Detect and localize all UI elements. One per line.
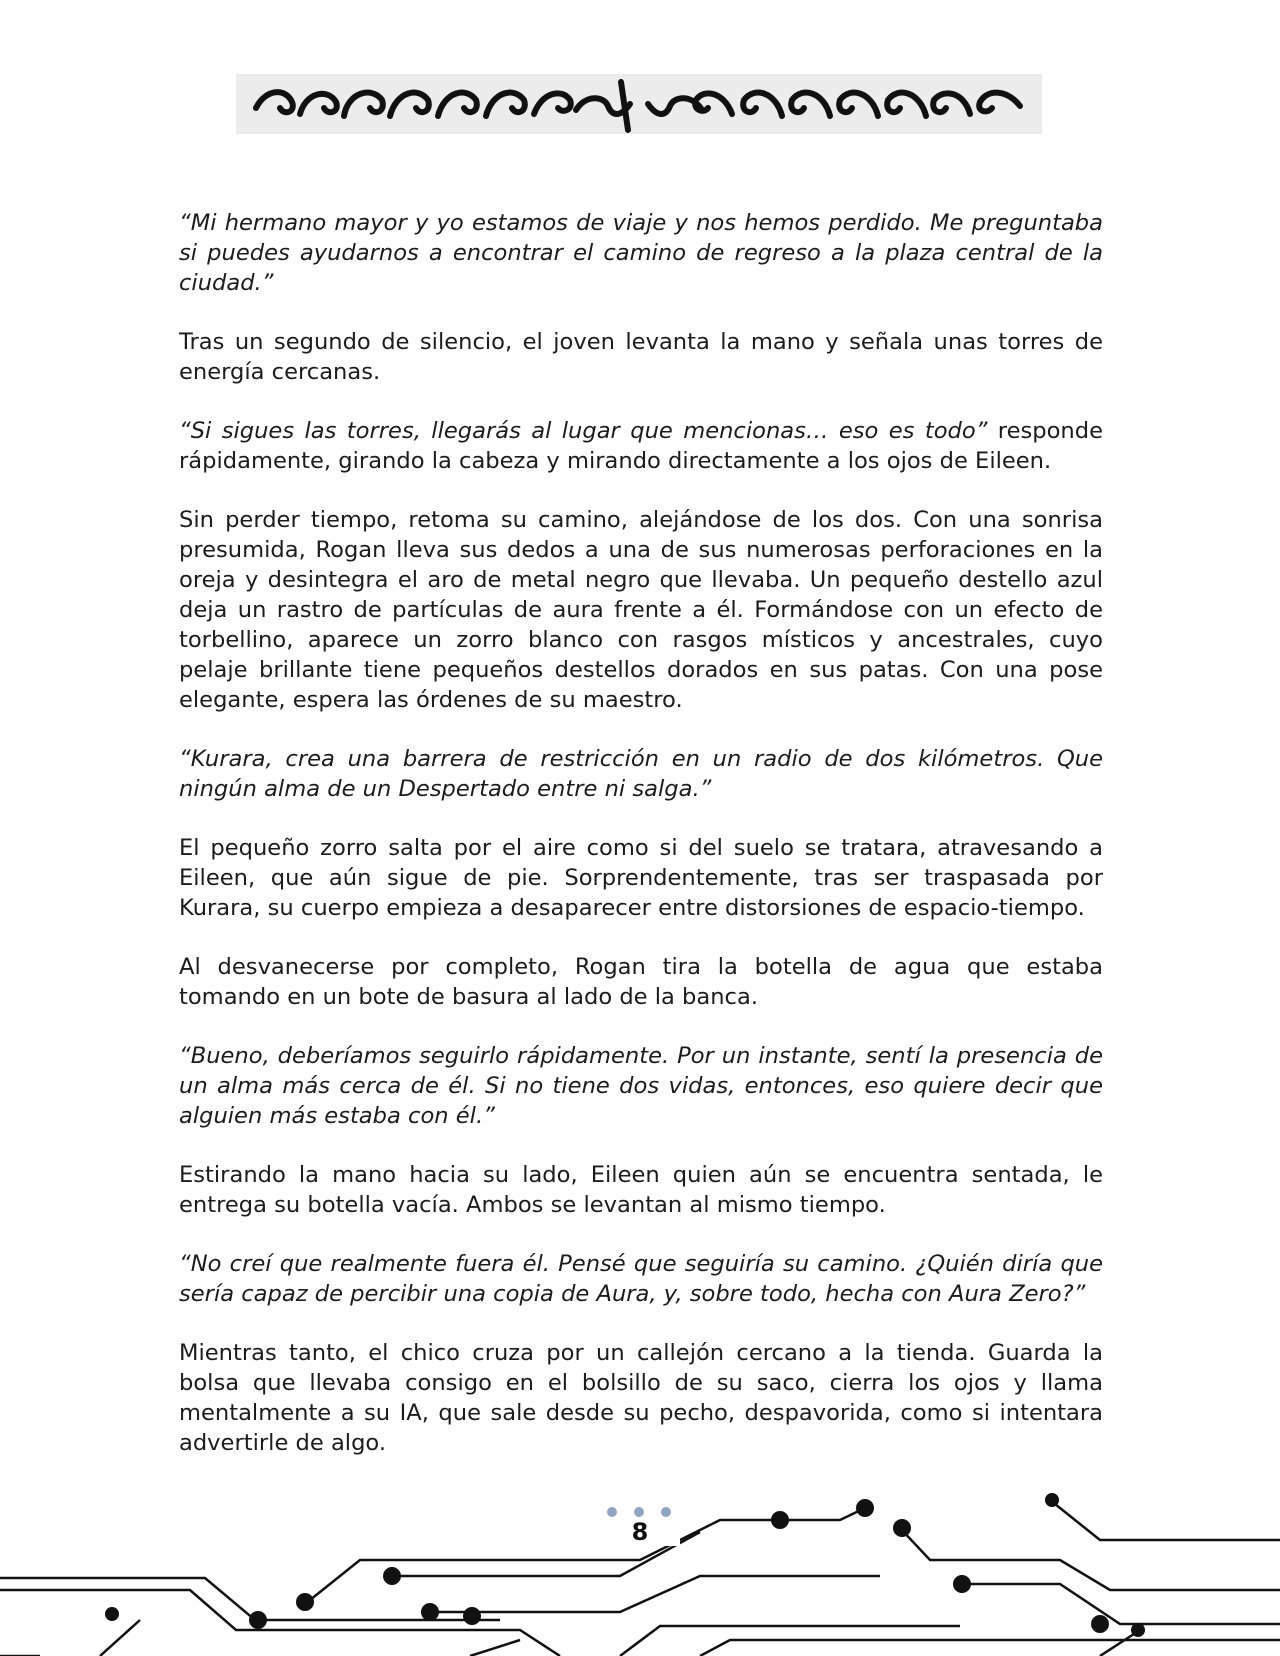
- dot: [661, 1507, 671, 1517]
- dot: [634, 1507, 644, 1517]
- paragraph: “Kurara, crea una barrera de restricción en un radio de dos kilómetros. Que ningún alma de un Despertado entre ni salga.”: [179, 746, 1103, 802]
- dot: [607, 1507, 617, 1517]
- paragraph: [179, 416, 1103, 476]
- paragraph: Mientras tanto, el chico cruza por un callejón cercano a la tienda. Guarda la bolsa que llevaba consigo en el bolsillo de su saco, cierra los ojos y llama mentalmente a su IA, que sale desde su pecho, despavorida, como si intentara advertirle de algo.: [179, 1340, 1103, 1456]
- narration-text: responde rápidamente, girando la cabeza y mirando directamente a los ojos de Eileen.: [179, 418, 1103, 474]
- paragraph: “Bueno, deberíamos seguirlo rápidamente. Por un instante, sentí la presencia de un alma más cerca de él. Si no tiene dos vidas, entonces, eso quiere decir que alguien más estaba con él.”: [179, 1043, 1103, 1129]
- page-body: [179, 208, 1103, 1487]
- page-number: 8: [600, 1518, 680, 1546]
- paragraph: “No creí que realmente fuera él. Pensé que seguiría su camino. ¿Quién diría que sería capaz de percibir una copia de Aura, y, sobre todo, hecha con Aura Zero?”: [179, 1251, 1103, 1307]
- paragraph: “Mi hermano mayor y yo estamos de viaje y nos hemos perdido. Me preguntaba si puedes ayudarnos a encontrar el camino de regreso a la plaza central de la ciudad.”: [179, 210, 1103, 296]
- filigree-ornament-icon: [236, 74, 1042, 134]
- paragraph: El pequeño zorro salta por el aire como si del suelo se tratara, atravesando a Eileen, que aún sigue de pie. Sorprendentemente, tras ser traspasada por Kurara, su cuerpo empieza a desaparecer entre distorsiones de espacio-tiempo.: [179, 835, 1103, 921]
- paragraph: Tras un segundo de silencio, el joven levanta la mano y señala unas torres de energía cercanas.: [179, 329, 1103, 385]
- paragraph: Estirando la mano hacia su lado, Eileen quien aún se encuentra sentada, le entrega su botella vacía. Ambos se levantan al mismo tiempo.: [179, 1162, 1103, 1218]
- paragraph: Sin perder tiempo, retoma su camino, alejándose de los dos. Con una sonrisa presumida, Rogan lleva sus dedos a una de sus numerosas perforaciones en la oreja y desintegra el aro de metal negro que llevaba. Un pequeño destello azul deja un rastro de partículas de aura frente a él. Formándose con un efecto de torbellino, aparece un zorro blanco con rasgos místicos y ancestrales, cuyo pelaje brillante tiene pequeños destellos dorados en sus patas. Con una pose elegante, espera las órdenes de su maestro.: [179, 507, 1103, 713]
- paragraph: Al desvanecerse por completo, Rogan tira la botella de agua que estaba tomando en un bote de basura al lado de la banca.: [179, 954, 1103, 1010]
- dialog-text: “Si sigues las torres, llegarás al lugar que mencionas… eso es todo”: [179, 418, 988, 444]
